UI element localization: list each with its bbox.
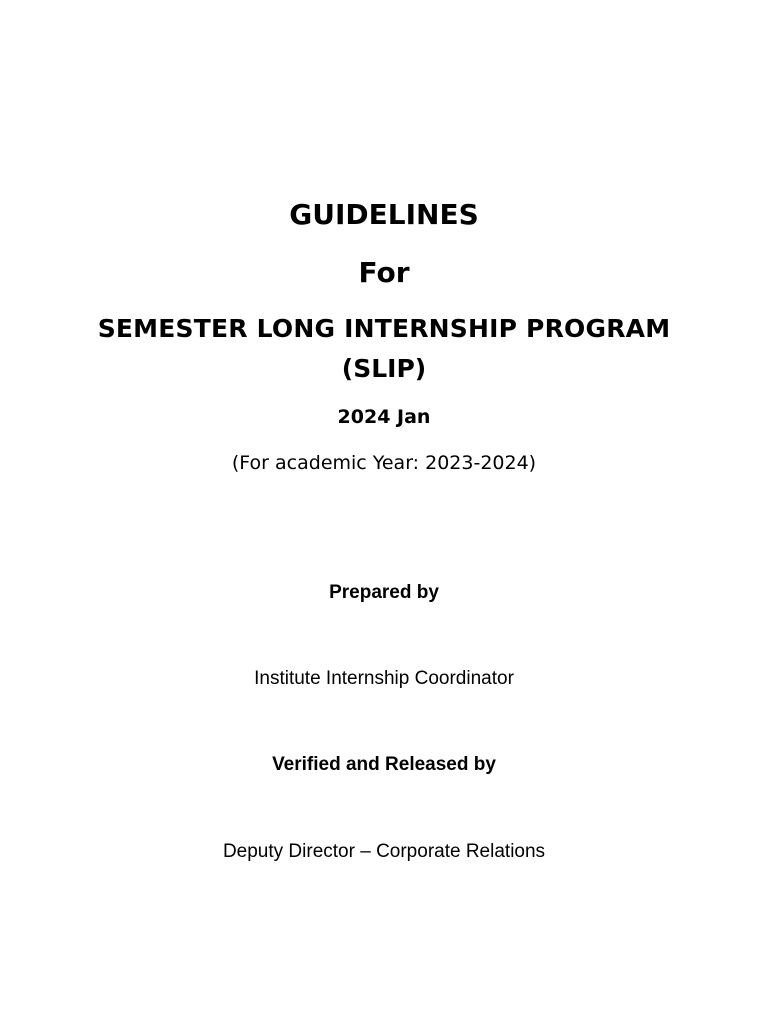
prepared-by-heading: Prepared by — [329, 582, 439, 603]
release-date: 2024 Jan — [337, 406, 431, 428]
document-title: GUIDELINES — [289, 198, 479, 231]
verified-by-name: Deputy Director – Corporate Relations — [222, 841, 546, 862]
program-name: SEMESTER LONG INTERNSHIP PROGRAM — [97, 314, 671, 343]
prepared-by-name: Institute Internship Coordinator — [254, 668, 514, 689]
program-abbreviation: (SLIP) — [341, 354, 427, 383]
academic-year: (For academic Year: 2023-2024) — [231, 452, 537, 474]
verified-by-heading: Verified and Released by — [272, 754, 496, 775]
for-text: For — [358, 256, 410, 289]
